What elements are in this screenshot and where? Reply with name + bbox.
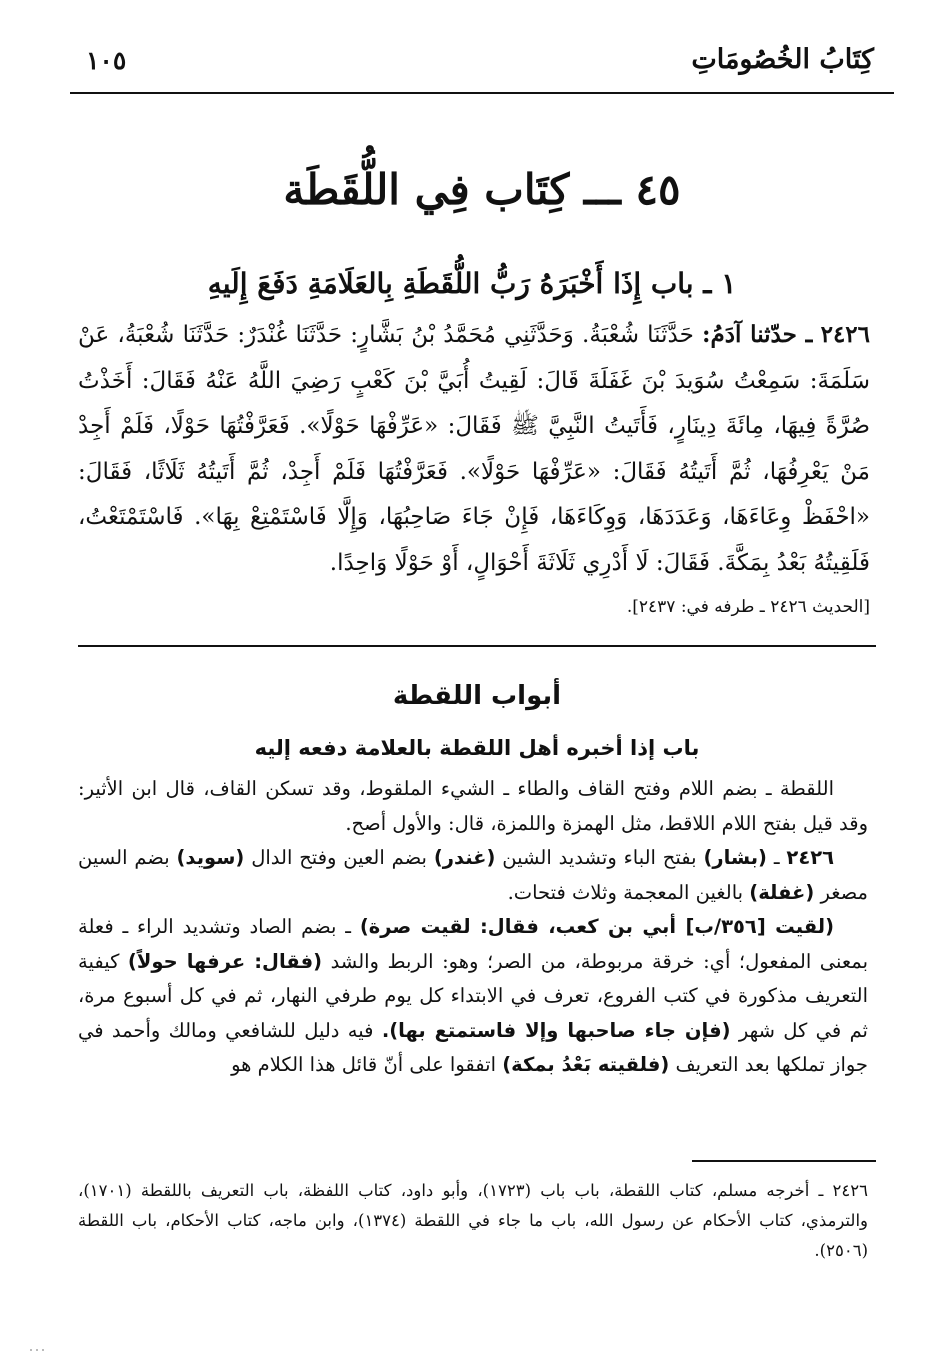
commentary-body <box>78 772 868 1083</box>
header-rule <box>70 92 894 94</box>
hadith-cross-reference: [الحديث ٢٤٢٦ ـ طرفه في: ٢٤٣٧]. <box>626 597 870 617</box>
footnote-text: ٢٤٢٦ ـ أخرجه مسلم، كتاب اللقطة، باب باب (١٧٢٣)، وأبو داود، كتاب اللفظة، باب التعريف باللقطة (١٧٠١)، والترمذي، كتاب الأحكام عن رسول الله، باب ما جاء في اللقطة (١٣٧٤)، وابن ماجه، كتاب الأحكام، باب اللقطة (٢٥٠٦). <box>78 1181 868 1260</box>
commentary-chapter-heading: باب إذا أخبره أهل اللقطة بالعلامة دفعه إليه <box>254 736 700 760</box>
footnote <box>78 1176 868 1266</box>
commentary-paragraph: ٢٤٢٦ ـ (بشار) بفتح الباء وتشديد الشين (غندر) بضم العين وفتح الدال (سويد) بضم السين مصغر (غفلة) بالغين المعجمة وثلاث فتحات. <box>78 846 868 904</box>
book-title: ٤٥ ـــ كِتَاب فِي اللُّقَطَة <box>283 165 681 214</box>
commentary-section-title: أبواب اللقطة <box>392 681 562 711</box>
chapter-heading: ١ ـ باب إِذَا أَخْبَرَهُ رَبُّ اللُّقَطَةِ بِالعَلَامَةِ دَفَعَ إِلَيهِ <box>207 267 737 300</box>
hadith-matn: حَدَّثَنَا شُعْبَةُ. وَحَدَّثَنِي مُحَمَّدُ بْنُ بَشَّارٍ: حَدَّثَنَا غُنْدَرٌ: حَدَّثَنَا شُعْبَةُ، عَنْ سَلَمَةَ: سَمِعْتُ سُوَيدَ بْنَ غَفَلَةَ قَالَ: لَقِيتُ أُبَيَّ بْنَ كَعْبٍ رَضِيَ اللَّهُ عَنْهُ فَقَالَ: أَخَذْتُ صُرَّةً فِيهَا، مِائَةَ دِينَارٍ، فَأَتَيتُ النَّبِيَّ ﷺ فَقَالَ: «عَرِّفْهَا حَوْلًا». فَعَرَّفْتُهَا حَوْلًا، فَلَمْ أَجِدْ مَنْ يَعْرِفُهَا، ثُمَّ أَتَيتُهُ فَقَالَ: «عَرِّفْهَا حَوْلًا». فَعَرَّفْتُهَا فَلَمْ أَجِدْ، ثُمَّ أَتَيتُهُ ثَلَاثًا، فَقَالَ: «احْفَظْ وِعَاءَهَا، وَعَدَدَهَا، وَوِكَاءَهَا، فَإِنْ جَاءَ صَاحِبُهَا، وَإِلَّا فَاسْتَمْتِعْ بِهَا». فَاسْتَمْتَعْتُ، فَلَقِيتُهُ بَعْدُ بِمَكَّةَ. فَقَالَ: لَا أَدْرِي ثَلَاثَةَ أَحْوَالٍ، أَوْ حَوْلًا وَاحِدًا. <box>78 322 870 576</box>
footnote-rule <box>692 1160 876 1162</box>
commentary-paragraph: (لقيت [٣٥٦/ب] أبي بن كعب، فقال: لقيت صرة) ـ بضم الصاد وتشديد الراء ـ فعلة بمعنى المفعول؛ أي: خرقة مربوطة، من الصر؛ وهو: الربط والشد (فقال: عرفها حولاً) كيفية التعريف مذكورة في كتب الفروع، تعرف في الابتداء كل يوم طرفي النهار، ثم في كل أسبوع مرة، ثم في كل شهر (فإن جاء صاحبها وإلا فاستمتع بها). فيه دليل للشافعي ومالك وأحمد في جواز تملكها بعد التعريف (فلقيته بَعْدُ بمكة) اتفقوا على أنّ قائل هذا الكلام هو <box>78 915 869 1076</box>
scan-artifact <box>30 1336 50 1342</box>
running-title: كِتَابُ الخُصُومَاتِ <box>691 44 874 75</box>
hadith-lead: ـ حدّثنا آدَمُ: <box>701 321 813 348</box>
commentary-paragraph: اللقطة ـ بضم اللام وفتح القاف والطاء ـ الشيء الملقوط، وقد تسكن القاف، قال ابن الأثير: وقد قيل بفتح اللام اللاقط، مثل الهمزة واللمزة، قال: والأول أصح. <box>78 777 868 835</box>
hadith-number-ref: ٢٤٢٦ <box>786 846 835 869</box>
hadith-text <box>78 312 870 586</box>
page-number: ١٠٥ <box>86 46 127 75</box>
running-header <box>70 44 894 90</box>
hadith-number: ٢٤٢٦ <box>820 321 871 348</box>
section-divider <box>78 645 876 647</box>
